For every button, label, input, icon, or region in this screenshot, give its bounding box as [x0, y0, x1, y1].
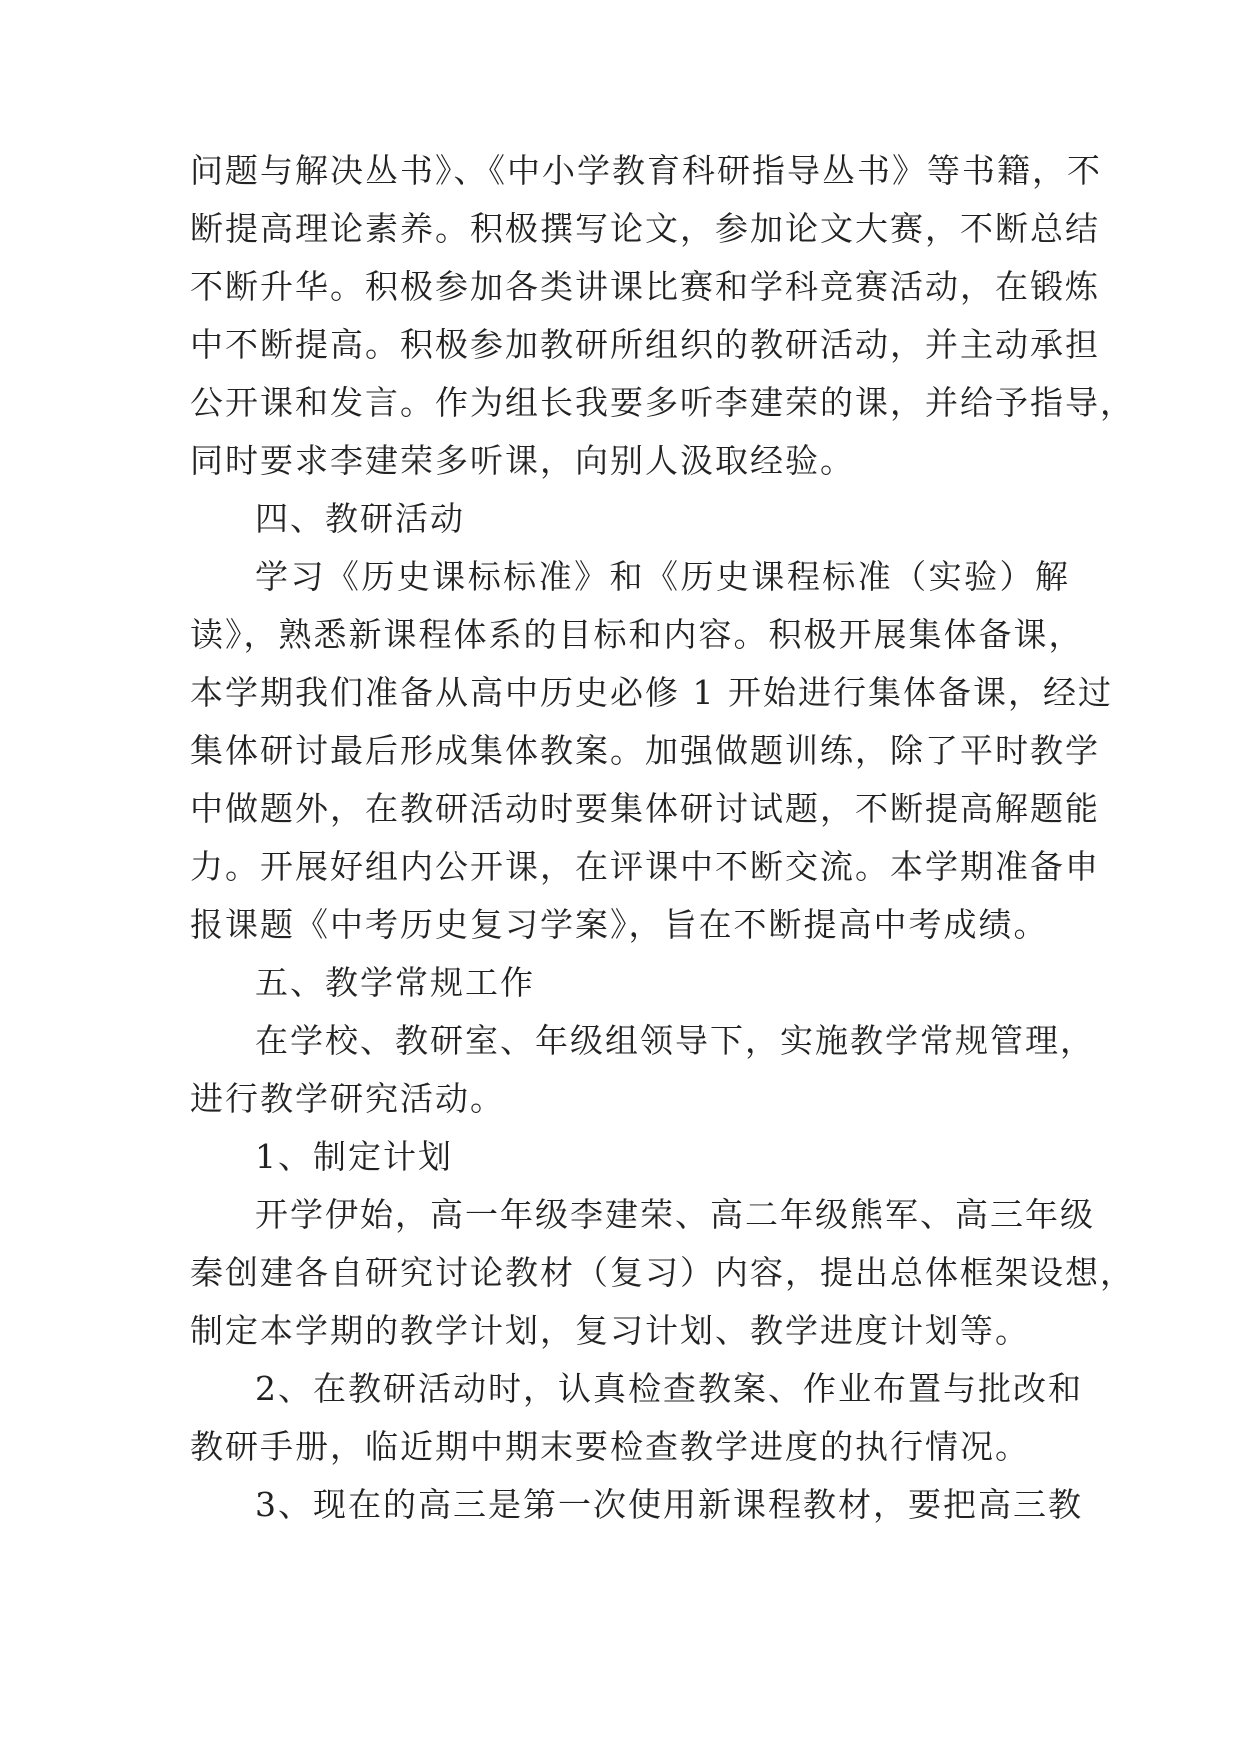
body-text-line: 学习《历史课标标准》和《历史课程标准（实验）解 — [255, 557, 1070, 596]
body-text-line: 力。开展好组内公开课，在评课中不断交流。本学期准备申 — [190, 847, 1100, 886]
body-text-line: 3、现在的高三是第一次使用新课程教材，要把高三教 — [255, 1485, 1083, 1524]
body-text-line: 中不断提高。积极参加教研所组织的教研活动，并主动承担 — [190, 325, 1100, 364]
body-text-line: 制定本学期的教学计划，复习计划、教学进度计划等。 — [190, 1311, 1030, 1350]
section-heading: 四、教研活动 — [255, 499, 465, 538]
body-text-line: 不断升华。积极参加各类讲课比赛和学科竞赛活动，在锻炼 — [190, 267, 1100, 306]
body-text-line: 本学期我们准备从高中历史必修 1 开始进行集体备课，经过 — [190, 673, 1113, 712]
body-text-line: 同时要求李建荣多听课，向别人汲取经验。 — [190, 441, 855, 480]
body-text-line: 开学伊始，高一年级李建荣、高二年级熊军、高三年级 — [255, 1195, 1095, 1234]
body-text-line: 集体研讨最后形成集体教案。加强做题训练，除了平时教学 — [190, 731, 1100, 770]
subsection-heading: 1、制定计划 — [255, 1137, 453, 1176]
body-text-line: 2、在教研活动时，认真检查教案、作业布置与批改和 — [255, 1369, 1083, 1408]
body-text-line: 在学校、教研室、年级组领导下，实施教学常规管理， — [255, 1021, 1095, 1060]
body-text-line: 中做题外，在教研活动时要集体研讨试题，不断提高解题能 — [190, 789, 1100, 828]
body-text-line: 问题与解决丛书》、《中小学教育科研指导丛书》等书籍，不 — [190, 151, 1102, 190]
body-text-line: 教研手册，临近期中期末要检查教学进度的执行情况。 — [190, 1427, 1030, 1466]
section-heading: 五、教学常规工作 — [255, 963, 535, 1002]
body-text-line: 公开课和发言。作为组长我要多听李建荣的课，并给予指导， — [190, 383, 1135, 422]
body-text-line: 断提高理论素养。积极撰写论文，参加论文大赛，不断总结 — [190, 209, 1100, 248]
body-text-line: 报课题《中考历史复习学案》，旨在不断提高中考成绩。 — [190, 905, 1049, 944]
body-text-line: 读》，熟悉新课程体系的目标和内容。积极开展集体备课， — [190, 615, 1084, 654]
body-text-line: 进行教学研究活动。 — [190, 1079, 505, 1118]
body-text-line: 秦创建各自研究讨论教材（复习）内容，提出总体框架设想， — [190, 1253, 1135, 1292]
